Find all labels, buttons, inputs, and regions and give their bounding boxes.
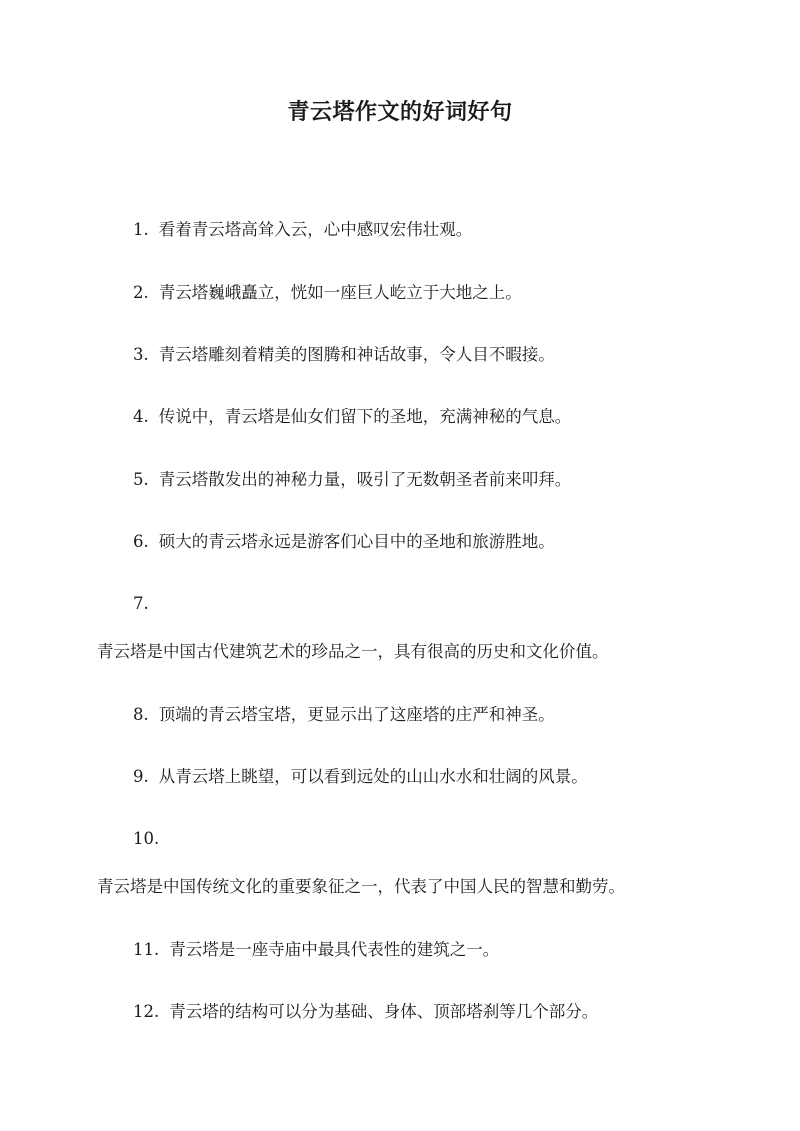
- list-item-number-line: [133, 827, 159, 851]
- item-text: 看着青云塔高耸入云，心中感叹宏伟壮观。: [158, 220, 473, 239]
- item-number: 5.: [133, 470, 149, 489]
- item-text: 顶端的青云塔宝塔，更显示出了这座塔的庄严和神圣。: [158, 705, 555, 724]
- item-number: 6.: [133, 532, 149, 551]
- list-item: [133, 218, 472, 242]
- list-item: [133, 530, 555, 554]
- item-text: 青云塔是中国传统文化的重要象征之一，代表了中国人民的智慧和勤劳。: [97, 877, 625, 896]
- item-number: 2.: [133, 283, 149, 302]
- list-item: [133, 703, 555, 727]
- item-text: 硕大的青云塔永远是游客们心目中的圣地和旅游胜地。: [158, 532, 555, 551]
- list-item: [133, 468, 571, 492]
- list-item: [133, 938, 499, 962]
- item-number: 3.: [133, 345, 149, 364]
- item-number: 9.: [133, 767, 149, 786]
- item-text: 青云塔巍峨矗立，恍如一座巨人屹立于大地之上。: [158, 283, 522, 302]
- item-number: 11.: [133, 940, 160, 959]
- item-number: 1.: [133, 220, 149, 239]
- item-number: 7.: [133, 594, 149, 613]
- list-item-text-line: [97, 875, 625, 899]
- item-text: 青云塔散发出的神秘力量，吸引了无数朝圣者前来叩拜。: [158, 470, 572, 489]
- item-text: 传说中，青云塔是仙女们留下的圣地，充满神秘的气息。: [158, 407, 572, 426]
- list-item: [133, 765, 588, 789]
- item-text: 青云塔的结构可以分为基础、身体、顶部塔刹等几个部分。: [169, 1002, 599, 1021]
- list-item: [133, 405, 571, 429]
- item-text: 青云塔是一座寺庙中最具代表性的建筑之一。: [169, 940, 500, 959]
- list-item: [133, 281, 522, 305]
- item-number: 12.: [133, 1002, 160, 1021]
- item-text: 从青云塔上眺望，可以看到远处的山山水水和壮阔的风景。: [158, 767, 588, 786]
- item-number: 10.: [133, 829, 160, 848]
- list-item: [133, 1000, 598, 1024]
- list-item: [133, 343, 555, 367]
- item-number: 8.: [133, 705, 149, 724]
- item-number: 4.: [133, 407, 149, 426]
- list-item-number-line: [133, 592, 149, 616]
- list-item-text-line: [97, 640, 609, 664]
- item-text: 青云塔雕刻着精美的图腾和神话故事，令人目不暇接。: [158, 345, 555, 364]
- page-title: 青云塔作文的好词好句: [287, 99, 513, 125]
- item-text: 青云塔是中国古代建筑艺术的珍品之一，具有很高的历史和文化价值。: [97, 642, 609, 661]
